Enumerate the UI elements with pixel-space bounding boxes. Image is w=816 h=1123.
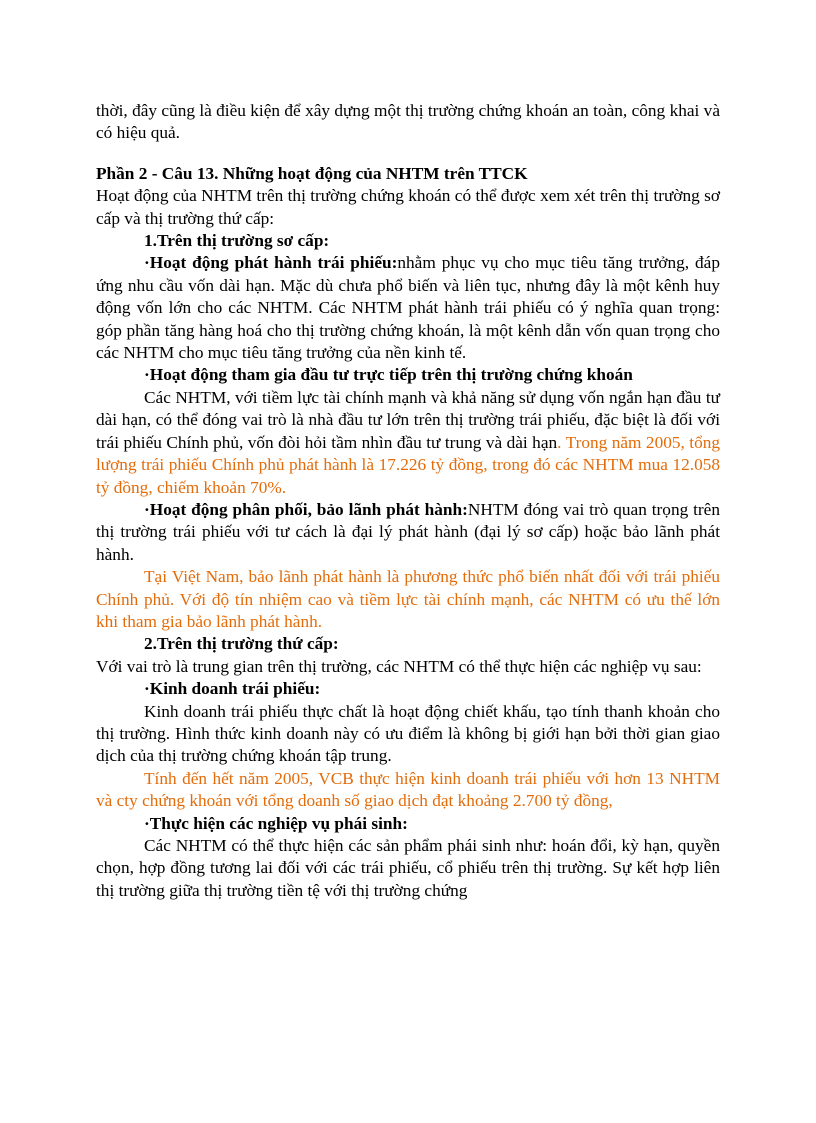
direct-investment-paragraph: [96, 387, 720, 499]
direct-investment-title: [96, 364, 720, 386]
spacer: [96, 145, 720, 163]
document-page: [96, 100, 720, 902]
distribution-highlight: Tại Việt Nam, bảo lãnh phát hành là phương thức phổ biến nhất đối với trái phiếu Chính phủ. Với độ tín nhiệm cao và tiềm lực tài chính mạnh, các NHTM có ưu thế lớn khi tham gia bảo lãnh phát hành.: [96, 567, 720, 631]
direct-investment-text: Các NHTM, với tiềm lực tài chính mạnh và khả năng sử dụng vốn ngắn hạn đầu tư dài hạn, có thể đóng vai trò là nhà đầu tư lớn trên thị trường trái phiếu, đặc biệt là đối với trái phiếu Chính phủ, vốn đòi hỏi tầm nhìn đầu tư trung và dài hạn: [96, 387, 720, 452]
secondary-market-title: [96, 633, 720, 655]
overview-paragraph: Hoạt động của NHTM trên thị trường chứng khoán có thể được xem xét trên thị trường sơ cấp và thị trường thứ cấp:: [96, 186, 720, 228]
derivatives-paragraph: Các NHTM có thể thực hiện các sản phẩm phái sinh như: hoán đổi, kỳ hạn, quyền chọn, hợp đồng tương lai đối với các trái phiếu, cổ phiếu trên thị trường. Sự kết hợp liên thị trường giữa thị trường tiền tệ với thị trường chứng: [96, 836, 720, 900]
derivatives-title: [96, 813, 720, 835]
bond-trading-highlight: Tính đến hết năm 2005, VCB thực hiện kinh doanh trái phiếu với hơn 13 NHTM và cty chứng khoán với tổng doanh số giao dịch đạt khoảng 2.700 tỷ đồng,: [96, 768, 720, 811]
bond-issuance-paragraph: [96, 252, 720, 364]
direct-investment-highlight: . Trong năm 2005, tổng lượng trái phiếu Chính phủ phát hành là 17.226 tỷ đồng, trong đó các NHTM mua 12.058 tỷ đồng, chiếm khoản 70%.: [96, 432, 720, 497]
bond-trading-title: [96, 678, 720, 700]
derivatives-title-text: ·Thực hiện các nghiệp vụ phái sinh:: [144, 813, 408, 833]
distribution-title: ·Hoạt động phân phối, bảo lãnh phát hành:: [144, 499, 468, 519]
bond-issuance-text: nhằm phục vụ cho mục tiêu tăng trưởng, đáp ứng nhu cầu vốn dài hạn. Mặc dù chưa phổ biến và liên tục, nhưng đây là một kênh huy động vốn lớn cho các NHTM. Các NHTM phát hành trái phiếu có ý nghĩa quan trọng: góp phần tăng hàng hoá cho thị trường chứng khoán, là một kênh dẫn vốn quan trọng cho các NHTM cho mục tiêu tăng trưởng của nền kinh tế.: [96, 253, 720, 363]
heading-text: Phần 2 - Câu 13. Những hoạt động của NHTM trên TTCK: [96, 163, 528, 183]
intro-paragraph: thời, đây cũng là điều kiện để xây dựng một thị trường chứng khoán an toàn, công khai và có hiệu quả.: [96, 101, 720, 143]
primary-market-title: [96, 230, 720, 252]
section-heading: [96, 163, 720, 185]
secondary-market-title-text: 2.Trên thị trường thứ cấp:: [144, 634, 339, 654]
primary-market-title-text: 1.Trên thị trường sơ cấp:: [144, 231, 330, 251]
bond-issuance-title: ·Hoạt động phát hành trái phiếu:: [144, 253, 398, 273]
bond-trading-paragraph: Kinh doanh trái phiếu thực chất là hoạt động chiết khấu, tạo tính thanh khoản cho thị trường. Hình thức kinh doanh này có ưu điểm là không bị giới hạn bởi thời gian giao dịch của thị trường chứng khoán tập trung.: [96, 701, 720, 766]
distribution-paragraph: [96, 499, 720, 566]
distribution-text: NHTM đóng vai trò quan trọng trên thị trường trái phiếu với tư cách là đại lý phát hành (đại lý sơ cấp) hoặc bảo lãnh phát hành.: [96, 499, 720, 564]
bond-trading-title-text: ·Kinh doanh trái phiếu:: [144, 679, 321, 699]
direct-investment-title-text: ·Hoạt động tham gia đầu tư trực tiếp trên thị trường chứng khoán: [144, 365, 633, 385]
secondary-market-intro: Với vai trò là trung gian trên thị trường, các NHTM có thể thực hiện các nghiệp vụ sau:: [96, 656, 702, 676]
